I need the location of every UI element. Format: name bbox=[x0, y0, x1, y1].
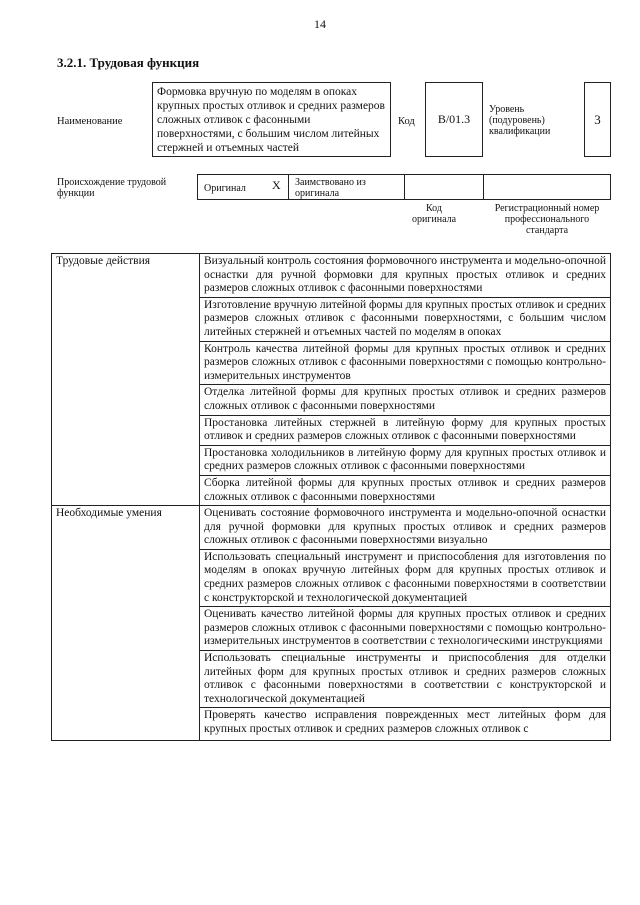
labor-action-item: Визуальный контроль состояния формовочного инструмента и модельно-опочной оснастки для ручной формовки для крупных простых отливок и средних размеров сложных отливок с фасонными поверхностями bbox=[200, 254, 611, 298]
labor-action-item: Простановка литейных стержней в литейную форму для крупных простых отливок и средних размеров сложных отливок с фасонными поверхностями bbox=[200, 415, 611, 445]
skill-item: Использовать специальные инструменты и приспособления для отделки литейных форм для крупных простых отливок и средних размеров сложных отливок с фасонными поверхностями в соответствии с конструкторской и технологической документацией bbox=[200, 651, 611, 708]
labor-action-item: Отделка литейной формы для крупных простых отливок и средних размеров сложных отливок с фасонными поверхностями bbox=[200, 385, 611, 415]
code-original-label: Код оригинала bbox=[411, 203, 457, 225]
level-label: Уровень (подуровень) квалификации bbox=[489, 104, 551, 137]
labor-action-item: Простановка холодильников в литейную форму для крупных простых отливок и средних размеров сложных отливок с фасонными поверхностями bbox=[200, 445, 611, 475]
code-original-cell bbox=[404, 174, 484, 200]
level-value: 3 bbox=[594, 111, 601, 127]
labor-actions-label: Трудовые действия bbox=[52, 254, 200, 506]
labor-action-item: Изготовление вручную литейной формы для крупных простых отливок и средних размеров сложных отливок с фасонными поверхностями, с большим числом литейных стержней и отъемных частей по моделям в опоках bbox=[200, 297, 611, 341]
origin-label: Происхождение трудовой функции bbox=[57, 177, 167, 199]
borrowed-label: Заимствовано из оригинала bbox=[295, 177, 366, 199]
original-label: Оригинал bbox=[204, 183, 246, 194]
reg-number-label: Регистрационный номер профессионального стандарта bbox=[494, 203, 600, 236]
borrowed-cell bbox=[288, 174, 405, 200]
name-label: Наименование bbox=[57, 116, 123, 127]
skills-label: Необходимые умения bbox=[52, 506, 200, 741]
table-row bbox=[52, 506, 611, 550]
original-cell bbox=[197, 174, 289, 200]
code-box bbox=[425, 82, 483, 157]
labor-function-table bbox=[51, 253, 611, 741]
table-row bbox=[52, 254, 611, 298]
reg-number-cell bbox=[483, 174, 611, 200]
function-name-box bbox=[152, 82, 391, 157]
original-mark: X bbox=[272, 178, 281, 192]
skill-item: Использовать специальный инструмент и приспособления для изготовления по моделям в опоках вручную литейных форм для крупных простых отливок и средних размеров сложных отливок с фасонными поверхностями в соответствии с конструкторской и технологической документацией bbox=[200, 549, 611, 606]
code-value: В/01.3 bbox=[437, 112, 471, 126]
function-name-text: Формовка вручную по моделям в опоках крупных простых отливок и средних размеров сложных отливок с фасонными поверхностями, с большим числом литейных стержней и отъемных частей bbox=[157, 86, 385, 154]
labor-action-item: Контроль качества литейной формы для крупных простых отливок и средних размеров сложных отливок с фасонными поверхностями с помощью контрольно-измерительных инструментов bbox=[200, 341, 611, 385]
section-title: 3.2.1. Трудовая функция bbox=[57, 55, 200, 70]
labor-action-item: Сборка литейной формы для крупных простых отливок и средних размеров сложных отливок с фасонными поверхностями bbox=[200, 475, 611, 505]
level-box bbox=[584, 82, 611, 157]
skill-item: Оценивать состояние формовочного инструмента и модельно-опочной оснастки для ручной формовки для крупных простых отливок и средних размеров сложных отливок с фасонными поверхностями визуально bbox=[200, 506, 611, 550]
page-number: 14 bbox=[314, 17, 326, 31]
code-label: Код bbox=[398, 116, 415, 127]
skill-item: Оценивать качество литейной формы для крупных простых отливок и средних размеров сложных отливок с фасонными поверхностями с помощью контрольно-измерительных инструментов в соответствии с технологическими инструкциями bbox=[200, 607, 611, 651]
skill-item: Проверять качество исправления поврежденных мест литейных форм для крупных простых отливок и средних размеров сложных отливок с bbox=[200, 708, 611, 741]
